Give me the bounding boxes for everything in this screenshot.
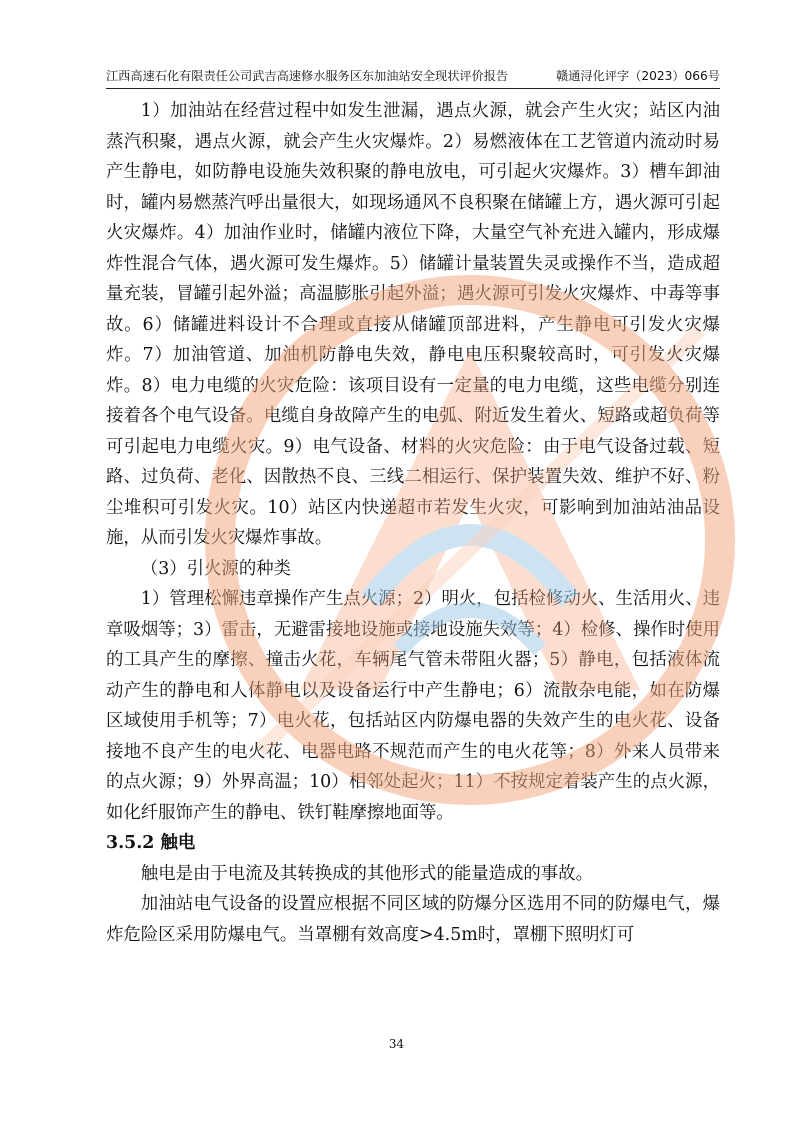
header-report-number: 赣通浔化评字（2023）066号 bbox=[556, 69, 720, 83]
paragraph-ignition-sources: 1）管理松懈违章操作产生点火源；2）明火，包括检修动火、生活用火、违章吸烟等；3）雷击，无避雷接地设施或接地设施失效等；4）检修、操作时使用的工具产生的摩擦、撞击火花，车辆尾气管未带阻火器；5）静电，包括液体流动产生的静电和人体静电以及设备运行中产生静电；6）流散杂电能，如在防爆区域使用手机等；7）电火花，包括站区内防爆电器的失效产生的电火花、设备接地不良产生的电火花、电器电路不规范而产生的电火花等；8）外来人员带来的点火源；9）外界高温；10）相邻处起火；11）不按规定着装产生的点火源，如化纤服饰产生的静电、铁钉鞋摩擦地面等。 bbox=[106, 589, 720, 823]
paragraph-shock-definition: 触电是由于电流及其转换成的其他形式的能量造成的事故。 bbox=[140, 863, 593, 884]
header-report-title: 江西高速石化有限责任公司武吉高速修水服务区东加油站安全现状评价报告 bbox=[106, 69, 509, 83]
paragraph-ignition-heading: （3）引火源的种类 bbox=[140, 558, 291, 579]
section-heading-electric-shock: 3.5.2 触电 bbox=[106, 833, 196, 853]
page-number: 34 bbox=[388, 1037, 405, 1051]
page-body bbox=[106, 96, 720, 950]
header-divider bbox=[106, 88, 720, 89]
page-header bbox=[106, 66, 720, 86]
paragraph-explosion-proof: 加油站电气设备的设置应根据不同区域的防爆分区选用不同的防爆电气，爆炸危险区采用防爆电气。当罩棚有效高度>4.5m时，罩棚下照明灯可 bbox=[106, 894, 720, 945]
paragraph-fire-causes: 1）加油站在经营过程中如发生泄漏，遇点火源，就会产生火灾；站区内油蒸汽积聚，遇点火源，就会产生火灾爆炸。2）易燃液体在工艺管道内流动时易产生静电，如防静电设施失效积聚的静电放电，可引起火灾爆炸。3）槽车卸油时，罐内易燃蒸汽呼出量很大，如现场通风不良积聚在储罐上方，遇火源可引起火灾爆炸。4）加油作业时，储罐内液位下降，大量空气补充进入罐内，形成爆炸性混合气体，遇火源可发生爆炸。5）储罐计量装置失灵或操作不当，造成超量充装，冒罐引起外溢；高温膨胀引起外溢；遇火源可引发火灾爆炸、中毒等事故。6）储罐进料设计不合理或直接从储罐顶部进料，产生静电可引发火灾爆炸。7）加油管道、加油机防静电失效，静电电压积聚较高时，可引发火灾爆炸。8）电力电缆的火灾危险：该项目设有一定量的电力电缆，这些电缆分别连接着各个电气设备。电缆自身故障产生的电弧、附近发生着火、短路或超负荷等可引起电力电缆火灾。9）电气设备、材料的火灾危险：由于电气设备过载、短路、过负荷、老化、因散热不良、三线二相运行、保护装置失效、维护不好、粉尘堆积可引发火灾。10）站区内快递超市若发生火灾，可影响到加油站油品设施，从而引发火灾爆炸事故。 bbox=[106, 101, 720, 548]
